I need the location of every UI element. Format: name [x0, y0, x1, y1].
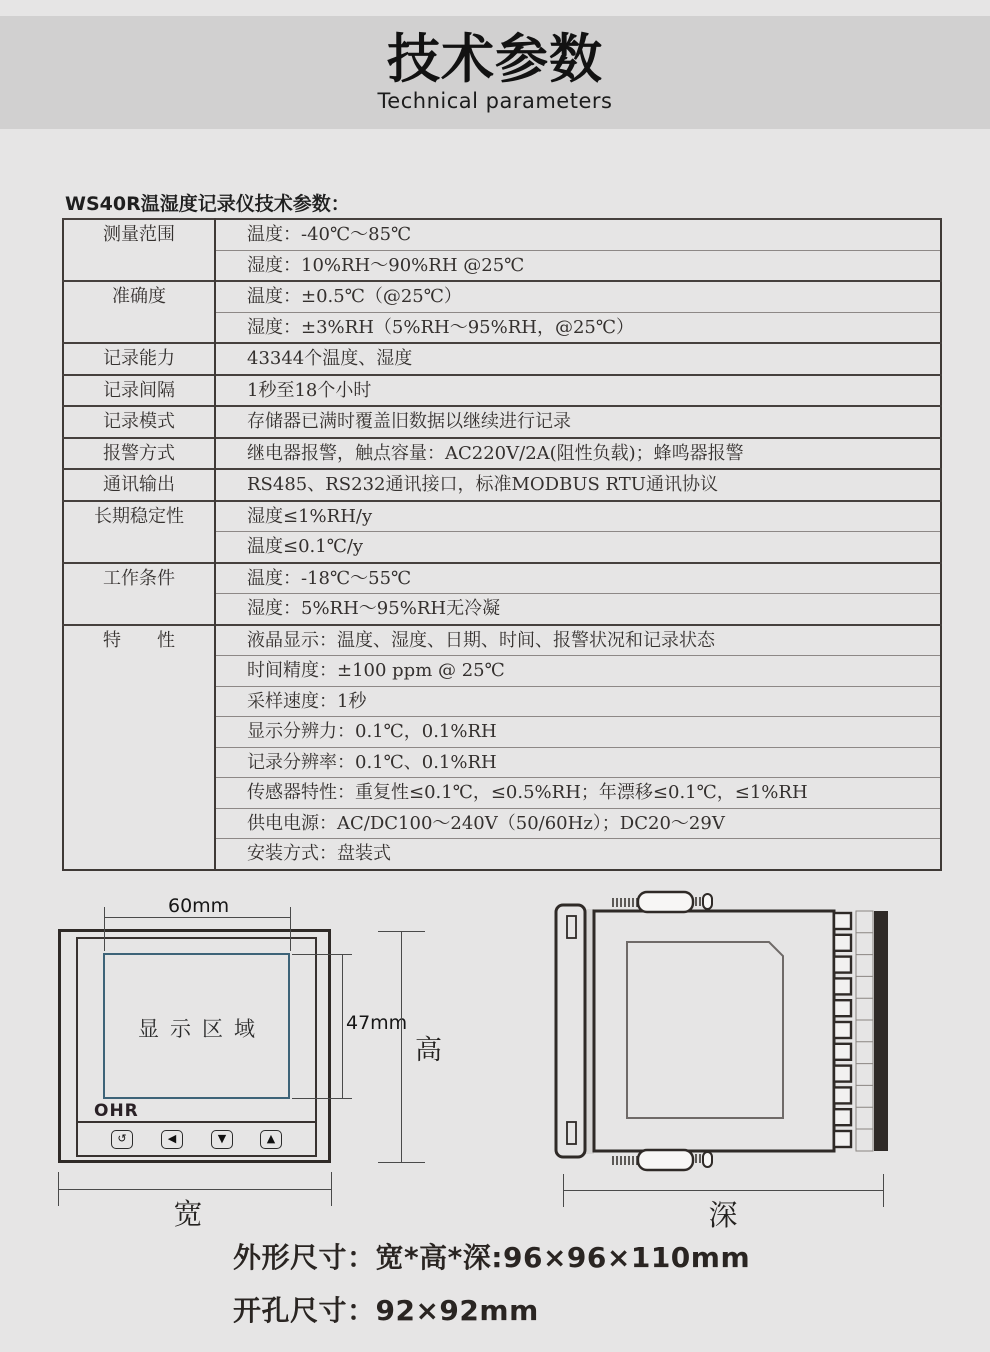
outline-size-text: 外形尺寸：宽*高*深:96×96×110mm — [233, 1241, 751, 1274]
spec-label: 报警方式 — [63, 438, 215, 470]
spec-value: 温度：-18℃～55℃ — [215, 563, 941, 594]
spec-label: 特 性 — [63, 625, 215, 870]
page-subtitle: Technical parameters — [377, 89, 613, 114]
spec-value: 温度：-40℃～85℃ — [215, 219, 941, 250]
brand-logo: OHR — [94, 1101, 139, 1121]
spec-value: 液晶显示：温度、湿度、日期、时间、报警状况和记录状态 — [215, 625, 941, 656]
spec-heading: WS40R温湿度记录仪技术参数： — [65, 193, 350, 215]
down-button-icon: ▼ — [211, 1130, 233, 1149]
dim-47mm-label: 47mm — [346, 1012, 408, 1034]
dim-height-line — [401, 931, 402, 1162]
dim-height-label: 高 — [415, 1035, 442, 1066]
spec-value: 湿度：±3%RH（5%RH～95%RH，@25℃） — [215, 312, 941, 343]
dim-depth-tick-right — [883, 1174, 884, 1207]
spec-value: 供电电源：AC/DC100～240V（50/60Hz）；DC20～29V — [215, 808, 941, 839]
spec-label: 记录模式 — [63, 406, 215, 438]
page-title: 技术参数 — [387, 28, 603, 90]
spec-value: 1秒至18个小时 — [215, 375, 941, 407]
spec-value: 温度：±0.5℃（@25℃） — [215, 281, 941, 312]
dim-60mm-label: 60mm — [168, 895, 230, 917]
spec-value: 显示分辨力：0.1℃，0.1%RH — [215, 717, 941, 748]
side-body — [594, 911, 834, 1151]
dim-depth-line — [563, 1190, 883, 1191]
dim-height-cap-top — [378, 931, 425, 932]
spec-value: 温度≤0.1℃/y — [215, 532, 941, 563]
dim-47mm-witness-bottom — [292, 1098, 352, 1099]
spec-label: 准确度 — [63, 281, 215, 343]
mount-screw-bottom — [613, 1150, 712, 1170]
inner-board — [627, 942, 783, 1118]
spec-value: 传感器特性：重复性≤0.1℃，≤0.5%RH；年漂移≤0.1℃，≤1%RH — [215, 778, 941, 809]
spec-label: 测量范围 — [63, 219, 215, 281]
display-area-label: 显示区域 — [138, 1017, 266, 1041]
dim-60mm-tick-left — [104, 907, 105, 951]
bezel-slot-bottom — [567, 1122, 576, 1144]
spec-value: RS485、RS232通讯接口，标准MODBUS RTU通讯协议 — [215, 469, 941, 501]
rear-bar — [874, 911, 888, 1151]
spec-value: 湿度：5%RH～95%RH无冷凝 — [215, 594, 941, 625]
spec-label: 长期稳定性 — [63, 501, 215, 563]
spec-value: 采样速度：1秒 — [215, 686, 941, 717]
dim-height-cap-bottom — [378, 1162, 425, 1163]
dim-47mm-witness-top — [292, 954, 352, 955]
up-button-icon: ▲ — [260, 1130, 282, 1149]
spec-label: 记录间隔 — [63, 375, 215, 407]
side-view-drawing — [540, 885, 900, 1175]
dim-60mm-tick-right — [290, 907, 291, 951]
bezel-slot-top — [567, 916, 576, 938]
dim-width-tick-right — [331, 1172, 332, 1206]
left-button-icon: ◀ — [161, 1130, 183, 1149]
dim-width-line — [58, 1189, 331, 1190]
dim-depth-tick-left — [563, 1174, 564, 1207]
header-band — [0, 16, 990, 129]
terminal-block — [834, 913, 851, 1147]
spec-label: 通讯输出 — [63, 469, 215, 501]
spec-value: 湿度：10%RH～90%RH @25℃ — [215, 250, 941, 281]
spec-value: 43344个温度、湿度 — [215, 343, 941, 375]
dim-47mm-line — [342, 954, 343, 1099]
spec-table — [62, 218, 942, 871]
dim-width-tick-left — [58, 1172, 59, 1206]
spec-value: 湿度≤1%RH/y — [215, 501, 941, 532]
terminal-ladder — [856, 911, 873, 1151]
spec-label: 工作条件 — [63, 563, 215, 625]
spec-value: 存储器已满时覆盖旧数据以继续进行记录 — [215, 406, 941, 438]
spec-table-body — [63, 219, 941, 870]
dim-60mm-line — [104, 917, 290, 918]
cutout-size-text: 开孔尺寸：92×92mm — [233, 1294, 539, 1327]
return-button-icon: ↺ — [111, 1130, 133, 1149]
spec-label: 记录能力 — [63, 343, 215, 375]
mount-screw-top — [613, 892, 712, 912]
spec-value: 记录分辨率：0.1℃、0.1%RH — [215, 747, 941, 778]
spec-value: 时间精度：±100 ppm @ 25℃ — [215, 656, 941, 687]
side-bezel — [556, 905, 585, 1157]
dim-depth-label: 深 — [708, 1198, 738, 1232]
dim-width-label: 宽 — [173, 1197, 203, 1231]
spec-value: 安装方式：盘装式 — [215, 839, 941, 870]
spec-value: 继电器报警，触点容量：AC220V/2A(阻性负载)；蜂鸣器报警 — [215, 438, 941, 470]
